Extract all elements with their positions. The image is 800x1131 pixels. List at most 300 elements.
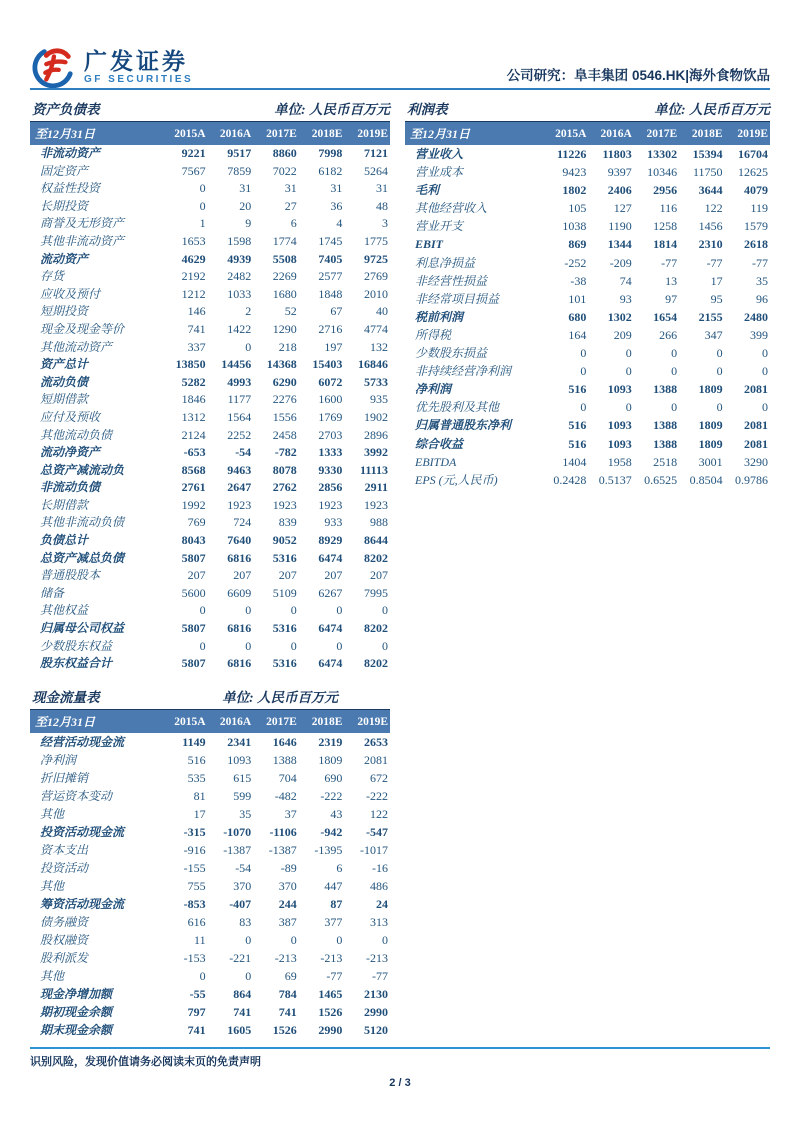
cell-value: 1605 <box>227 1023 252 1037</box>
cell-value: 209 <box>613 327 632 342</box>
row-label: 负债总计 <box>40 533 89 548</box>
row-label: 营业收入 <box>415 147 464 161</box>
cell-value: 1388 <box>653 418 678 433</box>
cell-value: 6609 <box>227 585 252 600</box>
row-label: 应收及预付 <box>40 286 101 301</box>
row-label: 营业成本 <box>415 165 464 180</box>
cell-value: 1923 <box>272 497 297 512</box>
cell-value: 35 <box>239 807 252 821</box>
cell-value: -213 <box>366 951 388 965</box>
cell-value: 0 <box>336 933 343 947</box>
cell-value: 119 <box>750 201 768 216</box>
table-row <box>405 199 770 217</box>
cell-value: 1333 <box>318 445 343 460</box>
gf-securities-logo-icon <box>30 44 76 90</box>
row-label: 净利润 <box>40 753 77 767</box>
cell-value: 2155 <box>698 309 723 324</box>
cell-value: 704 <box>278 771 297 785</box>
table-row <box>30 895 390 913</box>
cell-value: -77 <box>661 255 678 270</box>
table-row <box>30 967 390 985</box>
cell-value: 387 <box>278 915 297 929</box>
cell-value: 0 <box>199 198 206 213</box>
cell-value: -77 <box>372 969 388 983</box>
cell-value: 11750 <box>693 165 723 180</box>
cell-value: 672 <box>370 771 388 785</box>
cell-value: 5316 <box>272 656 297 671</box>
balance-sheet-title-row <box>30 96 390 122</box>
cash-flow-table <box>30 710 390 1039</box>
cell-value: 13 <box>665 273 678 288</box>
cell-value: 370 <box>233 879 252 893</box>
cell-value: 1958 <box>607 454 632 469</box>
cell-value: 1258 <box>653 219 678 234</box>
table-header-row <box>30 710 390 733</box>
cell-value: 7640 <box>227 533 252 548</box>
table-row <box>405 254 770 272</box>
cell-value: 127 <box>613 201 632 216</box>
table-row <box>405 471 770 489</box>
row-label: 其他非流动资产 <box>40 233 125 248</box>
income-statement-title: 利润表 <box>407 102 448 117</box>
cell-value: 5600 <box>181 585 206 600</box>
income-statement-unit-label: 单位: 人民币百万元 <box>654 102 770 117</box>
cell-value: 146 <box>187 304 206 319</box>
cell-value: 2761 <box>181 480 206 495</box>
cell-value: 5264 <box>364 163 388 178</box>
cell-value: 599 <box>233 789 252 803</box>
cell-value: 0 <box>245 638 252 653</box>
cell-value: 1923 <box>227 497 252 512</box>
table-row <box>30 321 390 339</box>
cell-value: 1848 <box>318 286 343 301</box>
column-header: 2017E <box>253 710 299 733</box>
row-label: 筹资活动现金流 <box>40 897 125 911</box>
row-label: 长期借款 <box>40 497 89 512</box>
cell-value: 616 <box>187 915 206 929</box>
cell-value: 2081 <box>744 418 768 433</box>
cell-value: 48 <box>376 198 388 213</box>
cell-value: 797 <box>187 1005 206 1019</box>
cell-value: 9397 <box>607 165 632 180</box>
cell-value: 0 <box>290 603 297 618</box>
cell-value: 1598 <box>227 233 252 248</box>
cell-value: 313 <box>370 915 388 929</box>
cell-value: 31 <box>376 181 388 196</box>
table-row <box>30 251 390 269</box>
cell-value: -782 <box>274 445 297 460</box>
cell-value: 1654 <box>653 309 678 324</box>
cell-value: 1093 <box>227 753 252 767</box>
cell-value: 2769 <box>364 269 388 284</box>
row-label: 优先股利及其他 <box>415 400 500 415</box>
cell-value: 1802 <box>562 183 587 198</box>
cell-value: 0 <box>199 181 206 196</box>
cell-value: 755 <box>187 879 206 893</box>
column-header: 2019E <box>344 710 390 733</box>
cell-value: 2482 <box>227 269 252 284</box>
cell-value: -38 <box>570 273 587 288</box>
cell-value: 1344 <box>607 237 632 252</box>
cell-value: -77 <box>326 969 343 983</box>
cell-value: -942 <box>320 825 343 839</box>
footer-rule <box>30 1047 770 1049</box>
cell-value: 0 <box>290 638 297 653</box>
cell-value: 1923 <box>364 497 388 512</box>
row-label: 其他流动负债 <box>40 427 113 442</box>
cell-value: 2716 <box>318 321 343 336</box>
table-row <box>30 655 390 673</box>
cell-value: 0 <box>625 346 632 361</box>
cell-value: 1902 <box>364 409 388 424</box>
cell-value: 31 <box>330 181 343 196</box>
cell-value: -55 <box>189 987 206 1001</box>
table-row <box>30 145 390 163</box>
table-row <box>405 344 770 362</box>
cell-value: 1564 <box>227 409 252 424</box>
table-row <box>405 235 770 253</box>
company-logo <box>30 44 193 90</box>
row-label: 现金净增加额 <box>40 987 113 1001</box>
cell-value: -1106 <box>269 825 297 839</box>
row-label: 固定资产 <box>40 163 89 178</box>
logo-name-en: GF SECURITIES <box>84 73 194 85</box>
cell-value: 67 <box>330 304 343 319</box>
cell-value: -222 <box>366 789 388 803</box>
table-row <box>30 931 390 949</box>
cell-value: 2577 <box>318 269 343 284</box>
cell-value: 0 <box>290 933 297 947</box>
cell-value: 2956 <box>653 183 678 198</box>
cell-value: -213 <box>320 951 343 965</box>
cell-value: 2406 <box>607 183 632 198</box>
cell-value: 1809 <box>698 436 723 451</box>
cell-value: 9517 <box>227 146 252 160</box>
table-row <box>30 638 390 656</box>
cell-value: 2458 <box>272 427 297 442</box>
column-header: 2019E <box>725 122 770 145</box>
cell-value: 1093 <box>607 436 632 451</box>
cell-value: 5316 <box>272 550 297 565</box>
cell-value: 1923 <box>318 497 343 512</box>
cell-value: 95 <box>710 291 723 306</box>
cell-value: 535 <box>187 771 206 785</box>
cell-value: 8202 <box>364 550 388 565</box>
cell-value: 40 <box>376 304 388 319</box>
cell-value: 1404 <box>562 454 587 469</box>
column-header: 2015A <box>162 122 208 145</box>
table-row <box>405 326 770 344</box>
cell-value: 0 <box>199 969 206 983</box>
row-label: 毛利 <box>415 183 440 198</box>
cell-value: 5807 <box>181 656 206 671</box>
cell-value: 8043 <box>181 533 206 548</box>
cell-value: 93 <box>619 291 632 306</box>
cell-value: 1149 <box>182 735 206 749</box>
row-label: 流动负债 <box>40 374 89 389</box>
cell-value: 869 <box>568 237 587 252</box>
cell-value: 1388 <box>653 382 678 397</box>
cash-flow-unit-label: 单位: 人民币百万元 <box>222 690 338 705</box>
cell-value: 1646 <box>272 735 297 749</box>
cell-value: 7998 <box>318 146 343 160</box>
cell-value: 13850 <box>175 357 206 372</box>
table-row <box>30 532 390 550</box>
report-research-line: 公司研究：阜丰集团 0546.HK|海外食物饮品 <box>506 68 770 83</box>
cell-value: 7405 <box>318 251 343 266</box>
cell-value: 1312 <box>181 409 206 424</box>
table-row <box>405 398 770 416</box>
row-label: 期末现金余额 <box>40 1023 113 1037</box>
cell-value: 0 <box>625 364 632 379</box>
row-label: 其他经营收入 <box>415 201 488 216</box>
row-label: 非持续经营净利润 <box>415 364 512 379</box>
cell-value: 486 <box>370 879 388 893</box>
cell-value: 7567 <box>181 163 206 178</box>
cell-value: 6267 <box>318 585 343 600</box>
cell-value: 447 <box>324 879 343 893</box>
column-header: 2015A <box>162 710 208 733</box>
table-row <box>405 145 770 163</box>
column-header: 2016A <box>588 122 633 145</box>
cell-value: -54 <box>235 861 252 875</box>
cell-value: 15403 <box>312 357 343 372</box>
cell-value: 0 <box>671 364 678 379</box>
row-label: 投资活动现金流 <box>40 825 125 839</box>
cell-value: 13302 <box>647 147 678 161</box>
cell-value: 2010 <box>364 286 388 301</box>
cell-value: 1992 <box>181 497 206 512</box>
page-number: 2 / 3 <box>389 1077 411 1089</box>
row-label: 归属母公司权益 <box>40 621 125 636</box>
cell-value: 9423 <box>562 165 587 180</box>
table-row <box>30 303 390 321</box>
cell-value: 132 <box>370 339 388 354</box>
row-label: 商誉及无形资产 <box>40 216 125 231</box>
table-row <box>405 362 770 380</box>
cell-value: 1177 <box>227 392 252 407</box>
table-row <box>30 787 390 805</box>
row-label: 营运资本变动 <box>40 789 113 803</box>
cell-value: 4993 <box>227 374 252 389</box>
cell-value: 0 <box>671 346 678 361</box>
cell-value: 0 <box>762 400 768 415</box>
cell-value: 207 <box>278 568 297 583</box>
cell-value: 97 <box>665 291 678 306</box>
row-label: 折旧摊销 <box>40 771 89 785</box>
cell-value: 0 <box>382 933 388 947</box>
cell-value: 0 <box>382 603 388 618</box>
cash-flow-section <box>30 684 390 1039</box>
cell-value: 2990 <box>318 1023 343 1037</box>
row-label: 储备 <box>40 585 65 600</box>
cell-value: 122 <box>370 807 388 821</box>
cell-value: -213 <box>274 951 297 965</box>
balance-sheet-section <box>30 96 390 673</box>
cell-value: 0 <box>671 400 678 415</box>
cell-value: 864 <box>233 987 252 1001</box>
cell-value: 9 <box>245 216 252 231</box>
table-row <box>30 913 390 931</box>
cell-value: 2081 <box>744 436 768 451</box>
table-row <box>405 217 770 235</box>
cell-value: 218 <box>278 339 297 354</box>
cell-value: 1212 <box>181 286 206 301</box>
balance-sheet-title: 资产负债表 <box>32 102 100 117</box>
table-row <box>30 233 390 251</box>
row-label: 其他权益 <box>40 603 89 618</box>
cell-value: 724 <box>233 515 252 530</box>
row-label: 期初现金余额 <box>40 1005 113 1019</box>
cell-value: 87 <box>330 897 343 911</box>
table-header-row <box>30 122 390 145</box>
cell-value: 839 <box>278 515 297 530</box>
cell-value: 3001 <box>698 454 723 469</box>
cell-value: 0 <box>199 638 206 653</box>
cell-value: 1093 <box>607 382 632 397</box>
table-row <box>30 180 390 198</box>
cell-value: 5807 <box>181 621 206 636</box>
table-row <box>30 1021 390 1039</box>
cell-value: 2081 <box>364 753 388 767</box>
table-row <box>30 877 390 895</box>
cell-value: 11113 <box>359 462 388 477</box>
cell-value: 2856 <box>318 480 343 495</box>
cell-value: 1600 <box>318 392 343 407</box>
cell-value: 2192 <box>181 269 206 284</box>
cell-value: 516 <box>568 436 587 451</box>
row-label: 资产总计 <box>40 357 89 372</box>
table-row <box>30 339 390 357</box>
cell-value: 1769 <box>318 409 343 424</box>
table-row <box>30 602 390 620</box>
column-header: 2017E <box>634 122 679 145</box>
cell-value: 207 <box>370 568 388 583</box>
cell-value: 337 <box>187 339 206 354</box>
table-row <box>30 479 390 497</box>
cell-value: -1395 <box>314 843 343 857</box>
table-row <box>30 805 390 823</box>
row-label: 其他 <box>40 969 65 983</box>
cell-value: 35 <box>756 273 768 288</box>
cell-value: 2 <box>245 304 252 319</box>
cell-value: 11 <box>194 933 206 947</box>
cell-value: 1 <box>199 216 206 231</box>
cell-value: 6072 <box>318 374 343 389</box>
cell-value: 5807 <box>181 550 206 565</box>
cell-value: 2341 <box>227 735 252 749</box>
date-header: 至12月31日 <box>30 122 162 145</box>
cell-value: 0 <box>716 346 723 361</box>
cell-value: 8644 <box>364 533 388 548</box>
cell-value: 207 <box>233 568 252 583</box>
cell-value: -653 <box>183 445 206 460</box>
cell-value: 690 <box>324 771 343 785</box>
row-label: 利息净损益 <box>415 255 476 270</box>
cell-value: 2653 <box>364 735 388 749</box>
cell-value: 7022 <box>272 163 297 178</box>
cell-value: 5733 <box>364 374 388 389</box>
cell-value: 0 <box>245 603 252 618</box>
cell-value: 7121 <box>364 146 388 160</box>
cell-value: 1388 <box>272 753 297 767</box>
cell-value: 11803 <box>602 147 632 161</box>
cell-value: 516 <box>568 382 587 397</box>
row-label: 存货 <box>40 269 65 284</box>
cell-value: -153 <box>183 951 206 965</box>
cell-value: -222 <box>320 789 343 803</box>
cell-value: 16704 <box>738 147 768 161</box>
cell-value: 1579 <box>744 219 768 234</box>
cell-value: 266 <box>659 327 678 342</box>
cell-value: 2310 <box>698 237 723 252</box>
row-label: 债务融资 <box>40 915 89 929</box>
cell-value: 9463 <box>227 462 252 477</box>
cell-value: 8929 <box>318 533 343 548</box>
cell-value: 0.9786 <box>735 472 768 487</box>
cell-value: 9725 <box>364 251 388 266</box>
cell-value: 347 <box>704 327 723 342</box>
column-header: 2016A <box>208 710 254 733</box>
cell-value: 741 <box>187 321 206 336</box>
cell-value: 1038 <box>562 219 587 234</box>
cell-value: 116 <box>659 201 678 216</box>
cell-value: -77 <box>706 255 723 270</box>
cell-value: 2911 <box>364 480 388 495</box>
cell-value: 1456 <box>698 219 723 234</box>
cell-value: 52 <box>284 304 297 319</box>
cell-value: -916 <box>183 843 206 857</box>
table-row <box>30 620 390 638</box>
cell-value: 2269 <box>272 269 297 284</box>
row-label: 长期投资 <box>40 198 89 213</box>
row-label: 股利派发 <box>40 951 89 965</box>
table-row <box>405 308 770 326</box>
row-label: 短期投资 <box>40 304 89 319</box>
cell-value: 12625 <box>738 165 768 180</box>
cell-value: 2319 <box>318 735 343 749</box>
cell-value: 5316 <box>272 621 297 636</box>
table-row <box>405 181 770 199</box>
cell-value: 0 <box>245 933 252 947</box>
row-label: EPS (元,人民币) <box>415 472 498 487</box>
cell-value: -155 <box>183 861 206 875</box>
cell-value: 0.2428 <box>553 472 587 487</box>
table-row <box>30 215 390 233</box>
date-header: 至12月31日 <box>405 122 543 145</box>
cell-value: 31 <box>239 181 252 196</box>
cell-value: 74 <box>619 273 632 288</box>
cell-value: 197 <box>324 339 343 354</box>
cell-value: 0 <box>245 969 252 983</box>
row-label: 股东权益合计 <box>40 656 113 671</box>
cell-value: 2130 <box>364 987 388 1001</box>
cell-value: 1526 <box>272 1023 297 1037</box>
cell-value: 43 <box>330 807 343 821</box>
cell-value: 37 <box>284 807 297 821</box>
cell-value: 5508 <box>272 251 297 266</box>
table-row <box>30 356 390 374</box>
income-statement-section <box>405 96 770 489</box>
cash-flow-title: 现金流量表 <box>32 690 100 705</box>
table-header-row <box>405 122 770 145</box>
cell-value: 2896 <box>364 427 388 442</box>
cell-value: 6474 <box>318 550 343 565</box>
table-row <box>30 462 390 480</box>
table-row <box>405 453 770 471</box>
cell-value: 377 <box>324 915 343 929</box>
cell-value: 6182 <box>318 163 343 178</box>
